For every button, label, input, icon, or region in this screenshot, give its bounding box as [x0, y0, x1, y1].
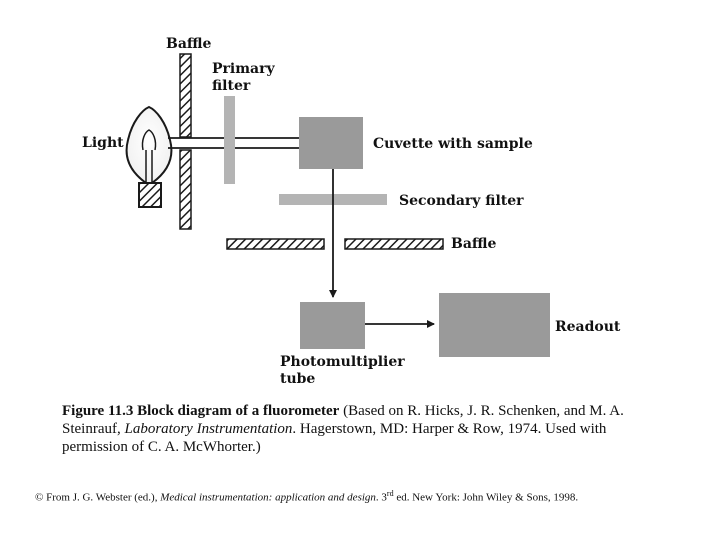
- baffle-horizontal-left: [227, 239, 324, 249]
- figure-caption: [62, 402, 662, 456]
- copyright-credit: [35, 489, 578, 504]
- baffle-vertical-lower: [180, 150, 191, 229]
- caption-book-title: Laboratory Instrumentation: [124, 421, 293, 437]
- label-pmt-line2: tube: [280, 371, 316, 387]
- credit-edition: . 3: [375, 491, 387, 504]
- credit-edition-sup: rd: [386, 489, 394, 498]
- credit-suffix: ed. New York: John Wiley & Sons, 1998.: [393, 491, 579, 504]
- label-pmt-line1: Photomultiplier: [280, 354, 405, 370]
- caption-text-b: . Hagerstown, MD: Harper & Row, 1974. Used with permission of C. A. McWhorter.): [62, 421, 607, 455]
- label-primary-filter-line2: filter: [212, 78, 251, 94]
- label-light: Light: [82, 135, 124, 151]
- label-readout: Readout: [555, 319, 621, 335]
- credit-book-title: Medical instrumentation: application and design: [160, 491, 376, 504]
- label-cuvette: Cuvette with sample: [373, 136, 533, 152]
- label-baffle-top: Baffle: [166, 36, 212, 52]
- label-secondary-filter: Secondary filter: [399, 193, 524, 209]
- label-baffle-mid: Baffle: [451, 236, 497, 252]
- baffle-vertical-upper: [180, 54, 191, 137]
- credit-prefix: © From J. G. Webster (ed.),: [35, 491, 161, 504]
- photomultiplier-block: [300, 302, 365, 349]
- cuvette-block: [299, 117, 363, 169]
- light-bulb-icon: [127, 107, 172, 207]
- baffle-horizontal-right: [345, 239, 443, 249]
- readout-block: [439, 293, 550, 357]
- primary-filter: [224, 96, 235, 184]
- caption-text-a: (Based on R. Hicks, J. R. Schenken, and M. A. Steinrauf,: [62, 403, 624, 437]
- figure-label: Figure 11.3 Block diagram of a fluorometer: [62, 403, 340, 419]
- label-primary-filter-line1: Primary: [212, 61, 275, 77]
